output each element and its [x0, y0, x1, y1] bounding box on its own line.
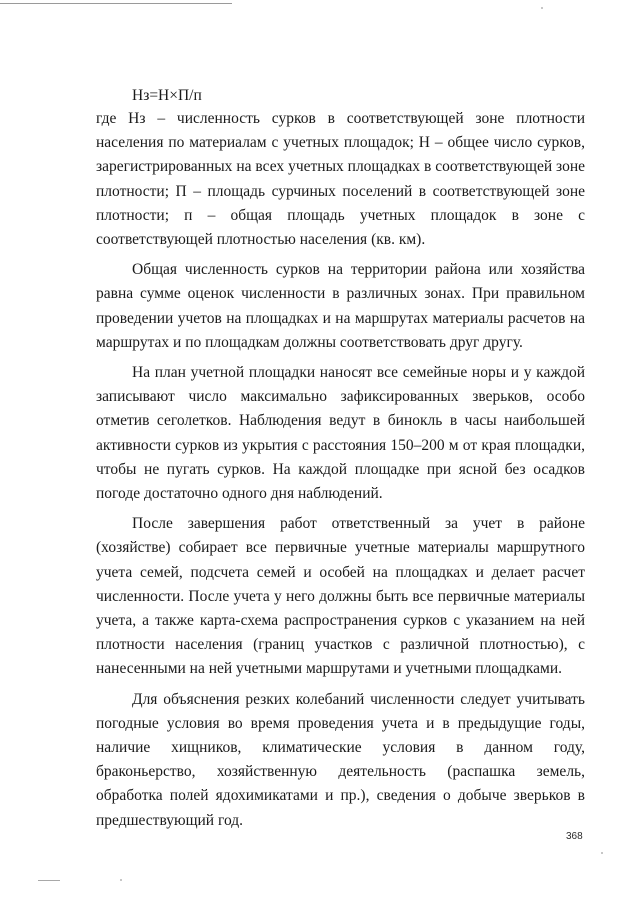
- paragraph-site-plan: На план учетной площадки наносят все семейные норы и у каждой записывают число максимально зафиксированных зверьков, особо отметив сеголетков. Наблюдения ведут в бинокль в часы наибольшей активности сурков из укрытия с расстояния 150–200 м от края площадки, чтобы не пугать сурков. На каждой площадке при ясной без осадков погоде достаточно одного дня наблюдений.: [96, 364, 585, 503]
- paragraph-after-survey: После завершения работ ответственный за учет в районе (хозяйстве) собирает все первичные учетные материалы маршрутного учета семей, подсчета семей и особей на площадках и делает расчет численности. После учета у него должны быть все первичные материалы учета, а также карта-схема распространения сурков с указанием на ней плотности населения (границ участков с различной плотностью), с нанесенными на ней учетными маршрутами и учетными площадками.: [96, 515, 585, 678]
- paragraph-definitions: где Нз – численность сурков в соответствующей зоне плотности населения по материалам с учетных площадок; Н – общее число сурков, зарегистрированных на всех учетных площадках в соответствующей зоне плотности; П – площадь сурчиных поселений в соответствующей зоне плотности; п – общая площадь учетных площадок в зоне с соответствующей плотностью населения (кв. км).: [96, 110, 585, 249]
- scan-artifact-dot: [601, 852, 603, 854]
- scan-artifact-bottom-line: [38, 880, 60, 881]
- paragraph-fluctuations: Для объяснения резких колебаний численности следует учитывать погодные условия во время проведения учета и в предыдущие годы, наличие хищников, климатические условия в данном году, браконьерство, хозяйственную деятельность (распашка земель, обработка полей ядохимикатами и пр.), сведения о добыче зверьков в предшествующий год.: [96, 690, 585, 829]
- paragraph-total-population: Общая численность сурков на территории района или хозяйства равна сумме оценок численности в различных зонах. При правильном проведении учетов на площадках и на маршрутах материалы расчетов на маршрутах и по площадкам должны соответствовать друг другу.: [96, 261, 585, 351]
- page-number: 368: [566, 831, 583, 842]
- scan-artifact-dot: [541, 7, 543, 9]
- scan-artifact-dot: [120, 879, 122, 881]
- document-body: [96, 107, 585, 833]
- scan-artifact-top-line: [0, 3, 232, 4]
- formula-line: Нз=Н×П/п: [132, 87, 202, 104]
